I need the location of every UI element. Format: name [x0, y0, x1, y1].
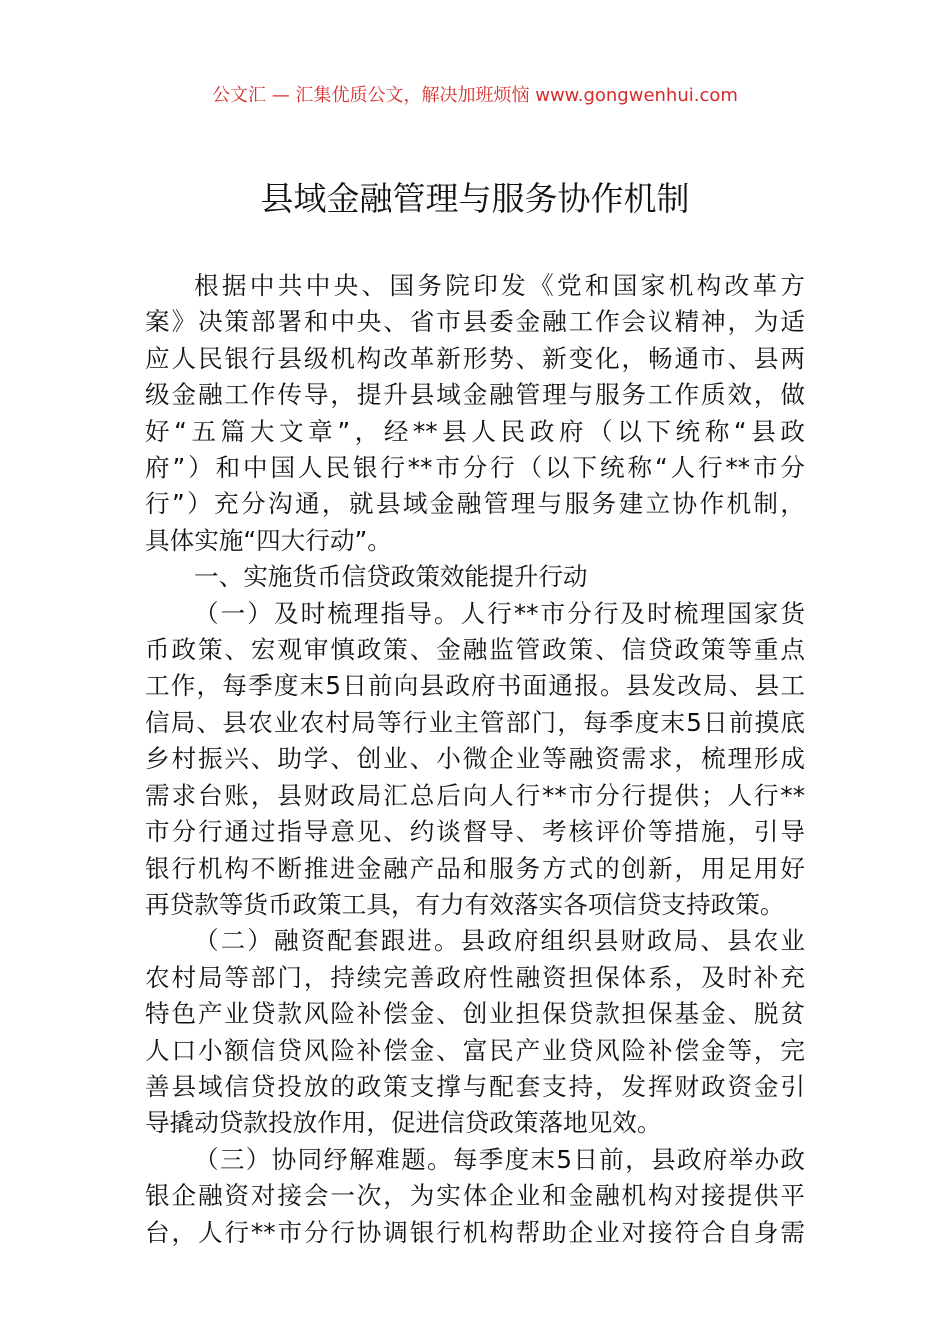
paragraph-intro	[145, 268, 805, 559]
paragraph-line: 需求台账，县财政局汇总后向人行**市分行提供；人行**	[145, 780, 805, 810]
paragraph-line: 币政策、宏观审慎政策、金融监管政策、信贷政策等重点	[145, 635, 805, 665]
paragraph-line: 根据中共中央、国务院印发《党和国家机构改革方	[194, 271, 805, 300]
paragraph-line: 具体实施“四大行动”。	[145, 525, 392, 555]
paragraph-line: 乡村振兴、助学、创业、小微企业等融资需求，梳理形成	[145, 744, 805, 774]
paragraph-line: 农村局等部门，持续完善政府性融资担保体系，及时补充	[145, 962, 805, 992]
paragraph-line: （二）融资配套跟进。县政府组织县财政局、县农业	[194, 926, 805, 956]
paragraph-line: 案》决策部署和中央、省市县委金融工作会议精神，为适	[145, 307, 805, 337]
paragraph-line: 导撬动贷款投放作用，促进信贷政策落地见效。	[145, 1108, 662, 1138]
paragraph-line: （三）协同纾解难题。每季度末5日前，县政府举办政	[194, 1144, 805, 1174]
paragraph-line: 市分行通过指导意见、约谈督导、考核评价等措施，引导	[145, 817, 805, 847]
paragraph-item-3	[145, 1142, 805, 1251]
section-heading: 一、实施货币信贷政策效能提升行动	[194, 562, 588, 592]
paragraph-item-1	[145, 596, 805, 924]
section-heading-1	[145, 559, 805, 595]
paragraph-line: 台，人行**市分行协调银行机构帮助企业对接符合自身需	[145, 1217, 805, 1247]
watermark-header: 公文汇 — 汇集优质公文，解决加班烦恼 www.gongwenhui.com	[212, 85, 738, 106]
paragraph-line: 特色产业贷款风险补偿金、创业担保贷款担保基金、脱贫	[145, 999, 805, 1029]
paragraph-line: 银行机构不断推进金融产品和服务方式的创新，用足用好	[145, 853, 805, 883]
paragraph-line: 银企融资对接会一次，为实体企业和金融机构对接提供平	[145, 1181, 805, 1211]
paragraph-line: 信局、县农业农村局等行业主管部门，每季度末5日前摸底	[145, 707, 805, 737]
paragraph-line: 工作，每季度末5日前向县政府书面通报。县发改局、县工	[145, 671, 805, 701]
paragraph-line: （一）及时梳理指导。人行**市分行及时梳理国家货	[194, 598, 805, 628]
paragraph-line: 应人民银行县级机构改革新形势、新变化，畅通市、县两	[145, 343, 805, 373]
document-body	[145, 268, 805, 1251]
paragraph-line: 人口小额信贷风险补偿金、富民产业贷风险补偿金等，完	[145, 1035, 805, 1065]
paragraph-line: 好“五篇大文章”，经**县人民政府（以下统称“县政	[145, 416, 805, 446]
paragraph-line: 再贷款等货币政策工具，有力有效落实各项信贷支持政策。	[145, 889, 785, 919]
page-title: 县域金融管理与服务协作机制	[260, 179, 690, 218]
paragraph-item-2	[145, 923, 805, 1141]
paragraph-line: 级金融工作传导，提升县域金融管理与服务工作质效，做	[145, 380, 805, 410]
paragraph-line: 府”）和中国人民银行**市分行（以下统称“人行**市分	[145, 453, 805, 483]
paragraph-line: 行”）充分沟通，就县域金融管理与服务建立协作机制，	[145, 489, 805, 519]
paragraph-line: 善县域信贷投放的政策支撑与配套支持，发挥财政资金引	[145, 1071, 805, 1101]
